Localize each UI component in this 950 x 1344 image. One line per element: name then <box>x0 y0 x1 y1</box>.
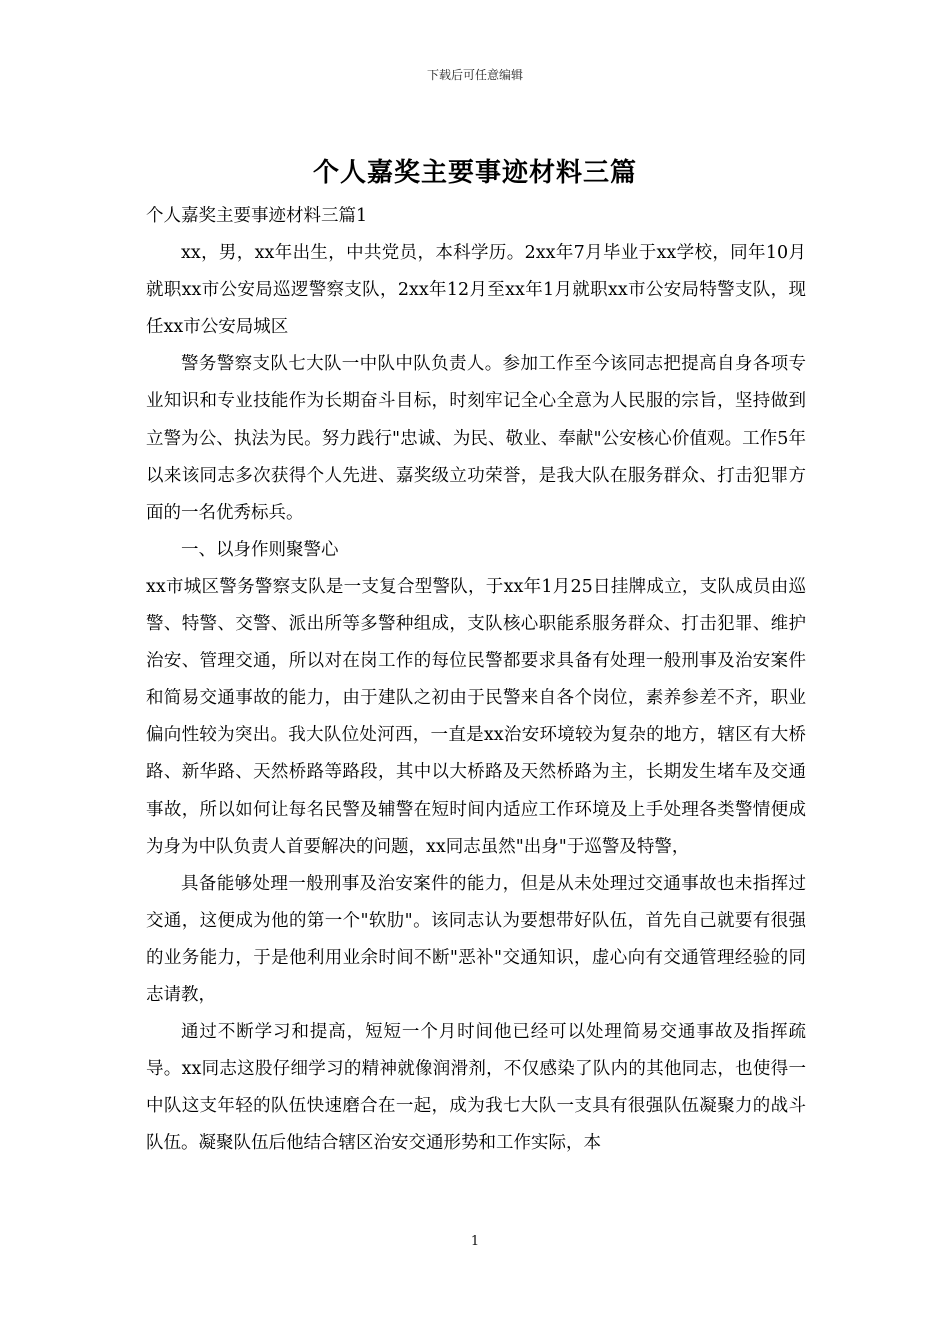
paragraph: 警务警察支队七大队一中队中队负责人。参加工作至今该同志把提高自身各项专业知识和专业技能作为长期奋斗目标，时刻牢记全心全意为人民服的宗旨，坚持做到立警为公、执法为民。努力践行"忠诚、为民、敬业、奉献"公安核心价值观。工作5年以来该同志多次获得个人先进、嘉奖级立功荣誉，是我大队在服务群众、打击犯罪方面的一名优秀标兵。 <box>146 354 806 523</box>
document-title: 个人嘉奖主要事迹材料三篇 <box>312 158 637 188</box>
document-body <box>146 198 806 1162</box>
paragraph: 个人嘉奖主要事迹材料三篇1 <box>146 206 368 226</box>
paragraph: xx，男，xx年出生，中共党员，本科学历。2xx年7月毕业于xx学校，同年10月就职xx市公安局巡逻警察支队，2xx年12月至xx年1月就职xx市公安局特警支队，现任xx市公安局城区 <box>146 243 806 338</box>
paragraph: 通过不断学习和提高，短短一个月时间他已经可以处理简易交通事故及指挥疏导。xx同志这股仔细学习的精神就像润滑剂，不仅感染了队内的其他同志，也使得一中队这支年轻的队伍快速磨合在一起，成为我七大队一支具有很强队伍凝聚力的战斗队伍。凝聚队伍后他结合辖区治安交通形势和工作实际，本 <box>146 1022 806 1154</box>
section-heading: 一、以身作则聚警心 <box>181 539 339 560</box>
header-note: 下载后可任意编辑 <box>426 68 523 82</box>
paragraph: 具备能够处理一般刑事及治安案件的能力，但是从未处理过交通事故也未指挥过交通，这便成为他的第一个"软肋"。该同志认为要想带好队伍，首先自己就要有很强的业务能力，于是他利用业余时间不断"恶补"交通知识，虚心向有交通管理经验的同志请教， <box>146 873 806 1005</box>
paragraph: xx市城区警务警察支队是一支复合型警队，于xx年1月25日挂牌成立，支队成员由巡警、特警、交警、派出所等多警种组成，支队核心职能系服务群众、打击犯罪、维护治安、管理交通，所以对在岗工作的每位民警都要求具备有处理一般刑事及治安案件和简易交通事故的能力，由于建队之初由于民警来自各个岗位，素养参差不齐，职业偏向性较为突出。我大队位处河西，一直是xx治安环境较为复杂的地方，辖区有大桥路、新华路、天然桥路等路段，其中以大桥路及天然桥路为主，长期发生堵车及交通事故，所以如何让每名民警及辅警在短时间内适应工作环境及上手处理各类警情便成为身为中队负责人首要解决的问题，xx同志虽然"出身"于巡警及特警， <box>146 576 806 857</box>
page-number: 1 <box>470 1234 480 1249</box>
